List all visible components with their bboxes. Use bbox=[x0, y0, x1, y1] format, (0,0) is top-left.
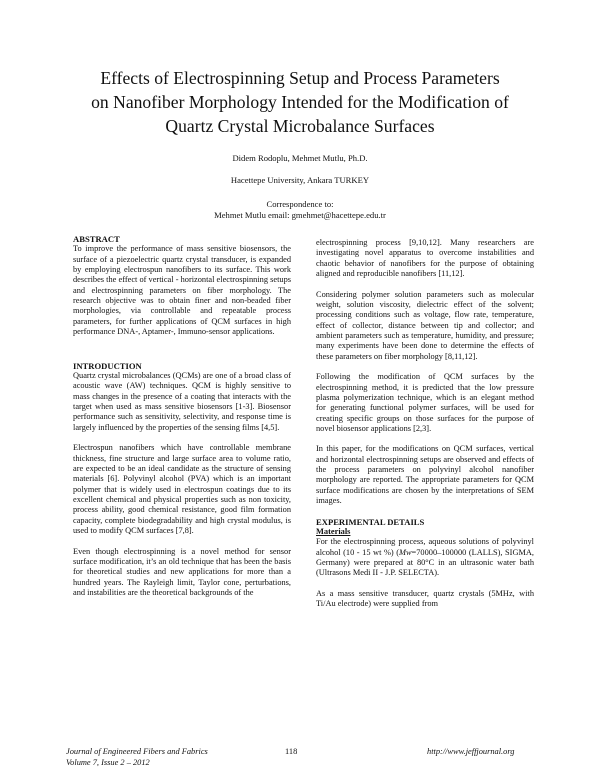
right-paragraph-3: Following the modification of QCM surfaces by the electrospinning method, it is predicted that the low pressure plasma polymerization technique, which is an elegant method for generating functional polymer surfaces, will be used for creating specific groups on those surfaces for the purpose of novel biosensor applications [2,3]. bbox=[316, 372, 534, 433]
introduction-heading: INTRODUCTION bbox=[73, 360, 142, 371]
right-paragraph-4: In this paper, for the modifications on QCM surfaces, vertical and horizontal electrospinning setups are observed and effects of the process parameters on polyvinyl alcohol nanofiber morphology are reported. The appropriate parameters for QCM surface modifications are chosen by the interpretations of SEM images. bbox=[316, 444, 534, 506]
materials-paragraph bbox=[316, 537, 534, 578]
paper-title bbox=[40, 66, 560, 138]
right-paragraph-2: Considering polymer solution parameters such as molecular weight, solution viscosity, dielectric effect of the solvent; processing conditions such as voltage, flow rate, temperature, effect of collector, distance between tip and collector; and ambient parameters such as temperature, humidity, and pressure; many experiments have been done to determine the effects of these parameters on fiber morphology [8,11,12]. bbox=[316, 289, 534, 361]
title-line-2: on Nanofiber Morphology Intended for the Modification of bbox=[91, 92, 509, 112]
title-line-3: Quartz Crystal Microbalance Surfaces bbox=[165, 116, 435, 136]
experimental-heading: EXPERIMENTAL DETAILS bbox=[316, 516, 425, 527]
materials-mw: Mw bbox=[399, 547, 412, 557]
footer-journal: Journal of Engineered Fibers and Fabrics bbox=[66, 747, 208, 756]
footer-journal-info bbox=[66, 747, 208, 768]
authors: Didem Rodoplu, Mehmet Mutlu, Ph.D. bbox=[232, 153, 368, 163]
title-line-1: Effects of Electrospinning Setup and Process Parameters bbox=[100, 68, 500, 88]
materials-text-pre: For the electrospinning process, aqueous solutions of polyvinyl alcohol (10 - 15 wt %) ( bbox=[316, 537, 534, 557]
right-column bbox=[316, 238, 534, 620]
page-number: 118 bbox=[285, 747, 298, 756]
right-paragraph-6: As a mass sensitive transducer, quartz crystals (5MHz, with Ti/Au electrode) were supplied from bbox=[316, 588, 534, 609]
abstract-text: To improve the performance of mass sensitive biosensors, the surface of a piezoelectric quartz crystal transducer, is expanded by employing electrospun nanofibers to its surface. This work describes the effect of vertical - horizontal electrospinning setups and electrospinning parameters on fiber morphology. The research objective was to obtain finer and non-beaded fiber morphologies, via controllable and repeatable process parameters, for further applications of QCM surfaces in high performance DNA-, Aptamer-, Immuno-sensor applications. bbox=[73, 244, 291, 337]
footer-volume: Volume 7, Issue 2 – 2012 bbox=[66, 757, 150, 767]
intro-paragraph-2: Electrospun nanofibers which have controllable membrane thickness, fine structure and large surface area to volume ratio, are expected to be an ideal candidate as the structure of sensing materials [6]. Polyvinyl alcohol (PVA) which is an important polymer that is widely used in electrospun coatings due to its excellent chemical and physical properties such as non toxicity, process ability, good chemical resistance, good film formation capacity, complete biodegradability and high crystal modulus, is used to modify QCM surfaces [7,8]. bbox=[73, 443, 291, 536]
right-paragraph-1: electrospinning process [9,10,12]. Many researchers are investigating novel apparatus to overcome instabilities and chaotic behavior of nanofibers for the purpose of obtaining aligned and reproducible nanofibers [11,12]. bbox=[316, 238, 534, 279]
correspondence-label: Correspondence to: bbox=[266, 199, 334, 209]
intro-paragraph-1: Quartz crystal microbalances (QCMs) are one of a broad class of acoustic wave (AW) techniques. QCM is highly sensitive to mass changes in the presence of a coating that interacts with the target when used as mass sensitive biosensors [1-3]. Biosensor performance such as sensitivity, selectivity, and response time is largely influenced by the properties of the sensing films [4,5]. bbox=[73, 371, 291, 432]
correspondence-contact: Mehmet Mutlu email: gmehmet@hacettepe.edu.tr bbox=[214, 210, 386, 220]
left-column bbox=[73, 234, 291, 609]
affiliation: Hacettepe University, Ankara TURKEY bbox=[230, 175, 370, 185]
materials-heading: Materials bbox=[316, 527, 351, 537]
intro-paragraph-3: Even though electrospinning is a novel method for sensor surface modification, it’s an old technique that has been the basis for theoretical studies and new applications for more than a hundred years. The Rayleigh limit, Taylor cone, perturbations, and instabilities are the theoretical backgrounds of the bbox=[73, 546, 291, 597]
materials-text-post: =70000–100000 (LALLS), SIGMA, Germany) were prepared at 80°C in an ultrasonic water bath (Ultrasons Medi II - J.P. SELECTA). bbox=[316, 547, 535, 578]
abstract-heading: ABSTRACT bbox=[73, 234, 120, 244]
footer-url: http://www.jeffjournal.org bbox=[427, 747, 515, 756]
